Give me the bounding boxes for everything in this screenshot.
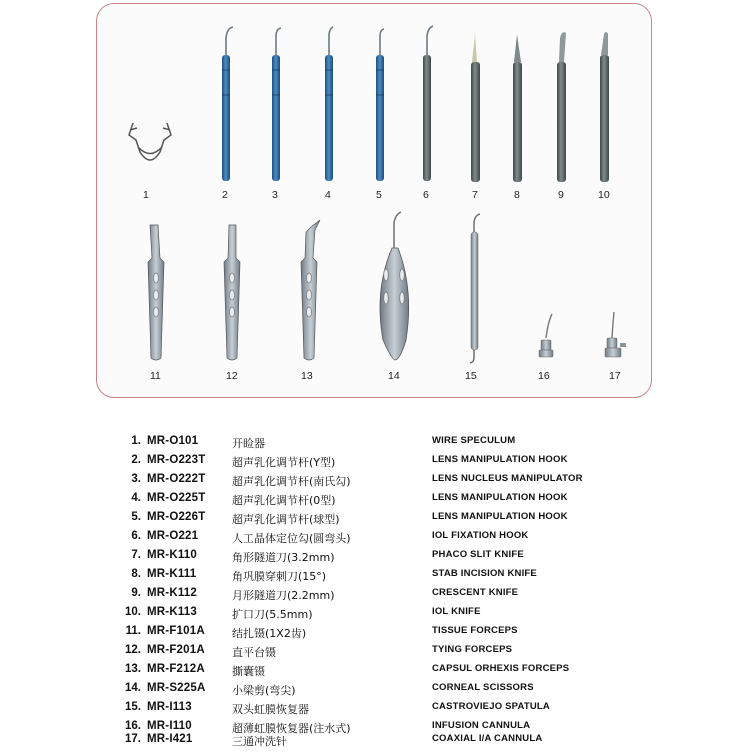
item-code: MR-I110 xyxy=(147,720,192,732)
item-code: MR-I421 xyxy=(147,733,193,745)
item-index: 11. xyxy=(125,625,141,637)
figure-number: 12 xyxy=(226,370,238,382)
list-item xyxy=(0,644,750,663)
item-chinese-name: 超声乳化调节杆(0型) xyxy=(232,494,336,507)
item-code: MR-O101 xyxy=(147,435,199,447)
item-chinese-name: 超声乳化调节杆(球型) xyxy=(232,513,340,526)
item-code: MR-I113 xyxy=(147,701,192,713)
item-code: MR-O223T xyxy=(147,454,206,466)
item-english-name: WIRE SPECULUM xyxy=(432,435,516,446)
figure-number: 4 xyxy=(325,189,331,201)
list-item xyxy=(0,701,750,720)
figure-number: 11 xyxy=(150,370,161,382)
item-code: MR-F101A xyxy=(147,625,205,637)
list-item xyxy=(0,663,750,682)
item-chinese-name: 双头虹膜恢复器 xyxy=(232,703,309,716)
item-chinese-name: 角形隧道刀(3.2mm) xyxy=(232,551,335,564)
item-code: MR-O226T xyxy=(147,511,206,523)
figure-number: 8 xyxy=(514,189,520,201)
item-chinese-name: 直平台镊 xyxy=(232,646,276,659)
figure-number: 16 xyxy=(538,370,550,382)
item-code: MR-O225T xyxy=(147,492,206,504)
item-chinese-name: 扩口刀(5.5mm) xyxy=(232,608,313,621)
item-chinese-name: 超声乳化调节杆(南氏勾) xyxy=(232,475,351,488)
castroviejo-spatula-illustration xyxy=(470,214,480,363)
figure-number: 13 xyxy=(301,370,313,382)
item-chinese-name: 小梁剪(弯尖) xyxy=(232,684,296,697)
figure-number: 7 xyxy=(472,189,478,201)
item-english-name: PHACO SLIT KNIFE xyxy=(432,549,524,560)
list-item xyxy=(0,733,750,752)
item-english-name: COAXIAL I/A CANNULA xyxy=(432,733,543,744)
item-index: 2. xyxy=(131,454,141,466)
forceps-illustrations xyxy=(148,220,320,360)
item-chinese-name: 撕囊镊 xyxy=(232,665,265,678)
item-code: MR-F201A xyxy=(147,644,205,656)
item-index: 10. xyxy=(125,606,141,618)
item-english-name: LENS MANIPULATION HOOK xyxy=(432,511,568,522)
item-chinese-name: 人工晶体定位勾(圆弯头) xyxy=(232,532,351,545)
wire-speculum-illustration xyxy=(129,123,171,160)
item-index: 1. xyxy=(131,435,141,447)
item-index: 9. xyxy=(131,587,141,599)
item-code: MR-F212A xyxy=(147,663,205,675)
figure-number: 9 xyxy=(558,189,564,201)
item-index: 12. xyxy=(125,644,141,656)
item-english-name: LENS NUCLEUS MANIPULATOR xyxy=(432,473,583,484)
item-english-name: LENS MANIPULATION HOOK xyxy=(432,492,568,503)
item-index: 8. xyxy=(131,568,141,580)
item-index: 4. xyxy=(131,492,141,504)
item-index: 15. xyxy=(125,701,141,713)
item-code: MR-K112 xyxy=(147,587,197,599)
item-code: MR-K111 xyxy=(147,568,197,580)
figure-number: 17 xyxy=(609,370,621,382)
list-item xyxy=(0,587,750,606)
item-english-name: CORNEAL SCISSORS xyxy=(432,682,534,693)
item-chinese-name: 超薄虹膜恢复器(注水式) xyxy=(232,722,351,735)
item-code: MR-K113 xyxy=(147,606,197,618)
list-item xyxy=(0,530,750,549)
item-english-name: TYING FORCEPS xyxy=(432,644,513,655)
item-index: 16. xyxy=(125,720,141,732)
list-item xyxy=(0,473,750,492)
list-item xyxy=(0,568,750,587)
list-item xyxy=(0,682,750,701)
figure-number: 1 xyxy=(143,189,149,201)
cannula-illustrations xyxy=(539,312,626,357)
item-index: 17. xyxy=(125,733,141,745)
item-code: MR-S225A xyxy=(147,682,206,694)
figure-number: 6 xyxy=(423,189,429,201)
list-item xyxy=(0,435,750,454)
item-index: 13. xyxy=(125,663,141,675)
figure-number: 2 xyxy=(222,189,228,201)
item-chinese-name: 角巩膜穿刺刀(15°) xyxy=(232,570,327,583)
item-index: 5. xyxy=(131,511,141,523)
item-english-name: LENS MANIPULATION HOOK xyxy=(432,454,568,465)
item-english-name: CAPSUL ORHEXIS FORCEPS xyxy=(432,663,570,674)
lens-hook-illustrations xyxy=(222,27,384,181)
item-index: 6. xyxy=(131,530,141,542)
item-english-name: STAB INCISION KNIFE xyxy=(432,568,537,579)
figure-number: 14 xyxy=(388,370,400,382)
figure-number: 5 xyxy=(376,189,382,201)
item-code: MR-O221 xyxy=(147,530,199,542)
item-index: 7. xyxy=(131,549,141,561)
item-english-name: IOL FIXATION HOOK xyxy=(432,530,529,541)
corneal-scissors-illustration xyxy=(380,212,409,360)
list-item xyxy=(0,606,750,625)
item-english-name: CASTROVIEJO SPATULA xyxy=(432,701,550,712)
figure-number: 3 xyxy=(272,189,278,201)
item-english-name: CRESCENT KNIFE xyxy=(432,587,519,598)
list-item xyxy=(0,625,750,644)
list-item xyxy=(0,511,750,530)
item-index: 14. xyxy=(125,682,141,694)
item-english-name: TISSUE FORCEPS xyxy=(432,625,518,636)
item-index: 3. xyxy=(131,473,141,485)
item-chinese-name: 结扎镊(1X2齿) xyxy=(232,627,307,640)
list-item xyxy=(0,492,750,511)
list-item xyxy=(0,454,750,473)
item-chinese-name: 超声乳化调节杆(Y型) xyxy=(232,456,336,469)
item-chinese-name: 开睑器 xyxy=(232,437,265,450)
item-english-name: IOL KNIFE xyxy=(432,606,481,617)
item-code: MR-O222T xyxy=(147,473,206,485)
figure-number: 15 xyxy=(465,370,477,382)
item-chinese-name: 三通冲洗针 xyxy=(232,735,287,748)
item-chinese-name: 月形隧道刀(2.2mm) xyxy=(232,589,335,602)
list-item xyxy=(0,549,750,568)
item-code: MR-K110 xyxy=(147,549,197,561)
figure-number: 10 xyxy=(598,189,610,201)
knife-illustrations xyxy=(423,26,609,182)
item-english-name: INFUSION CANNULA xyxy=(432,720,531,731)
